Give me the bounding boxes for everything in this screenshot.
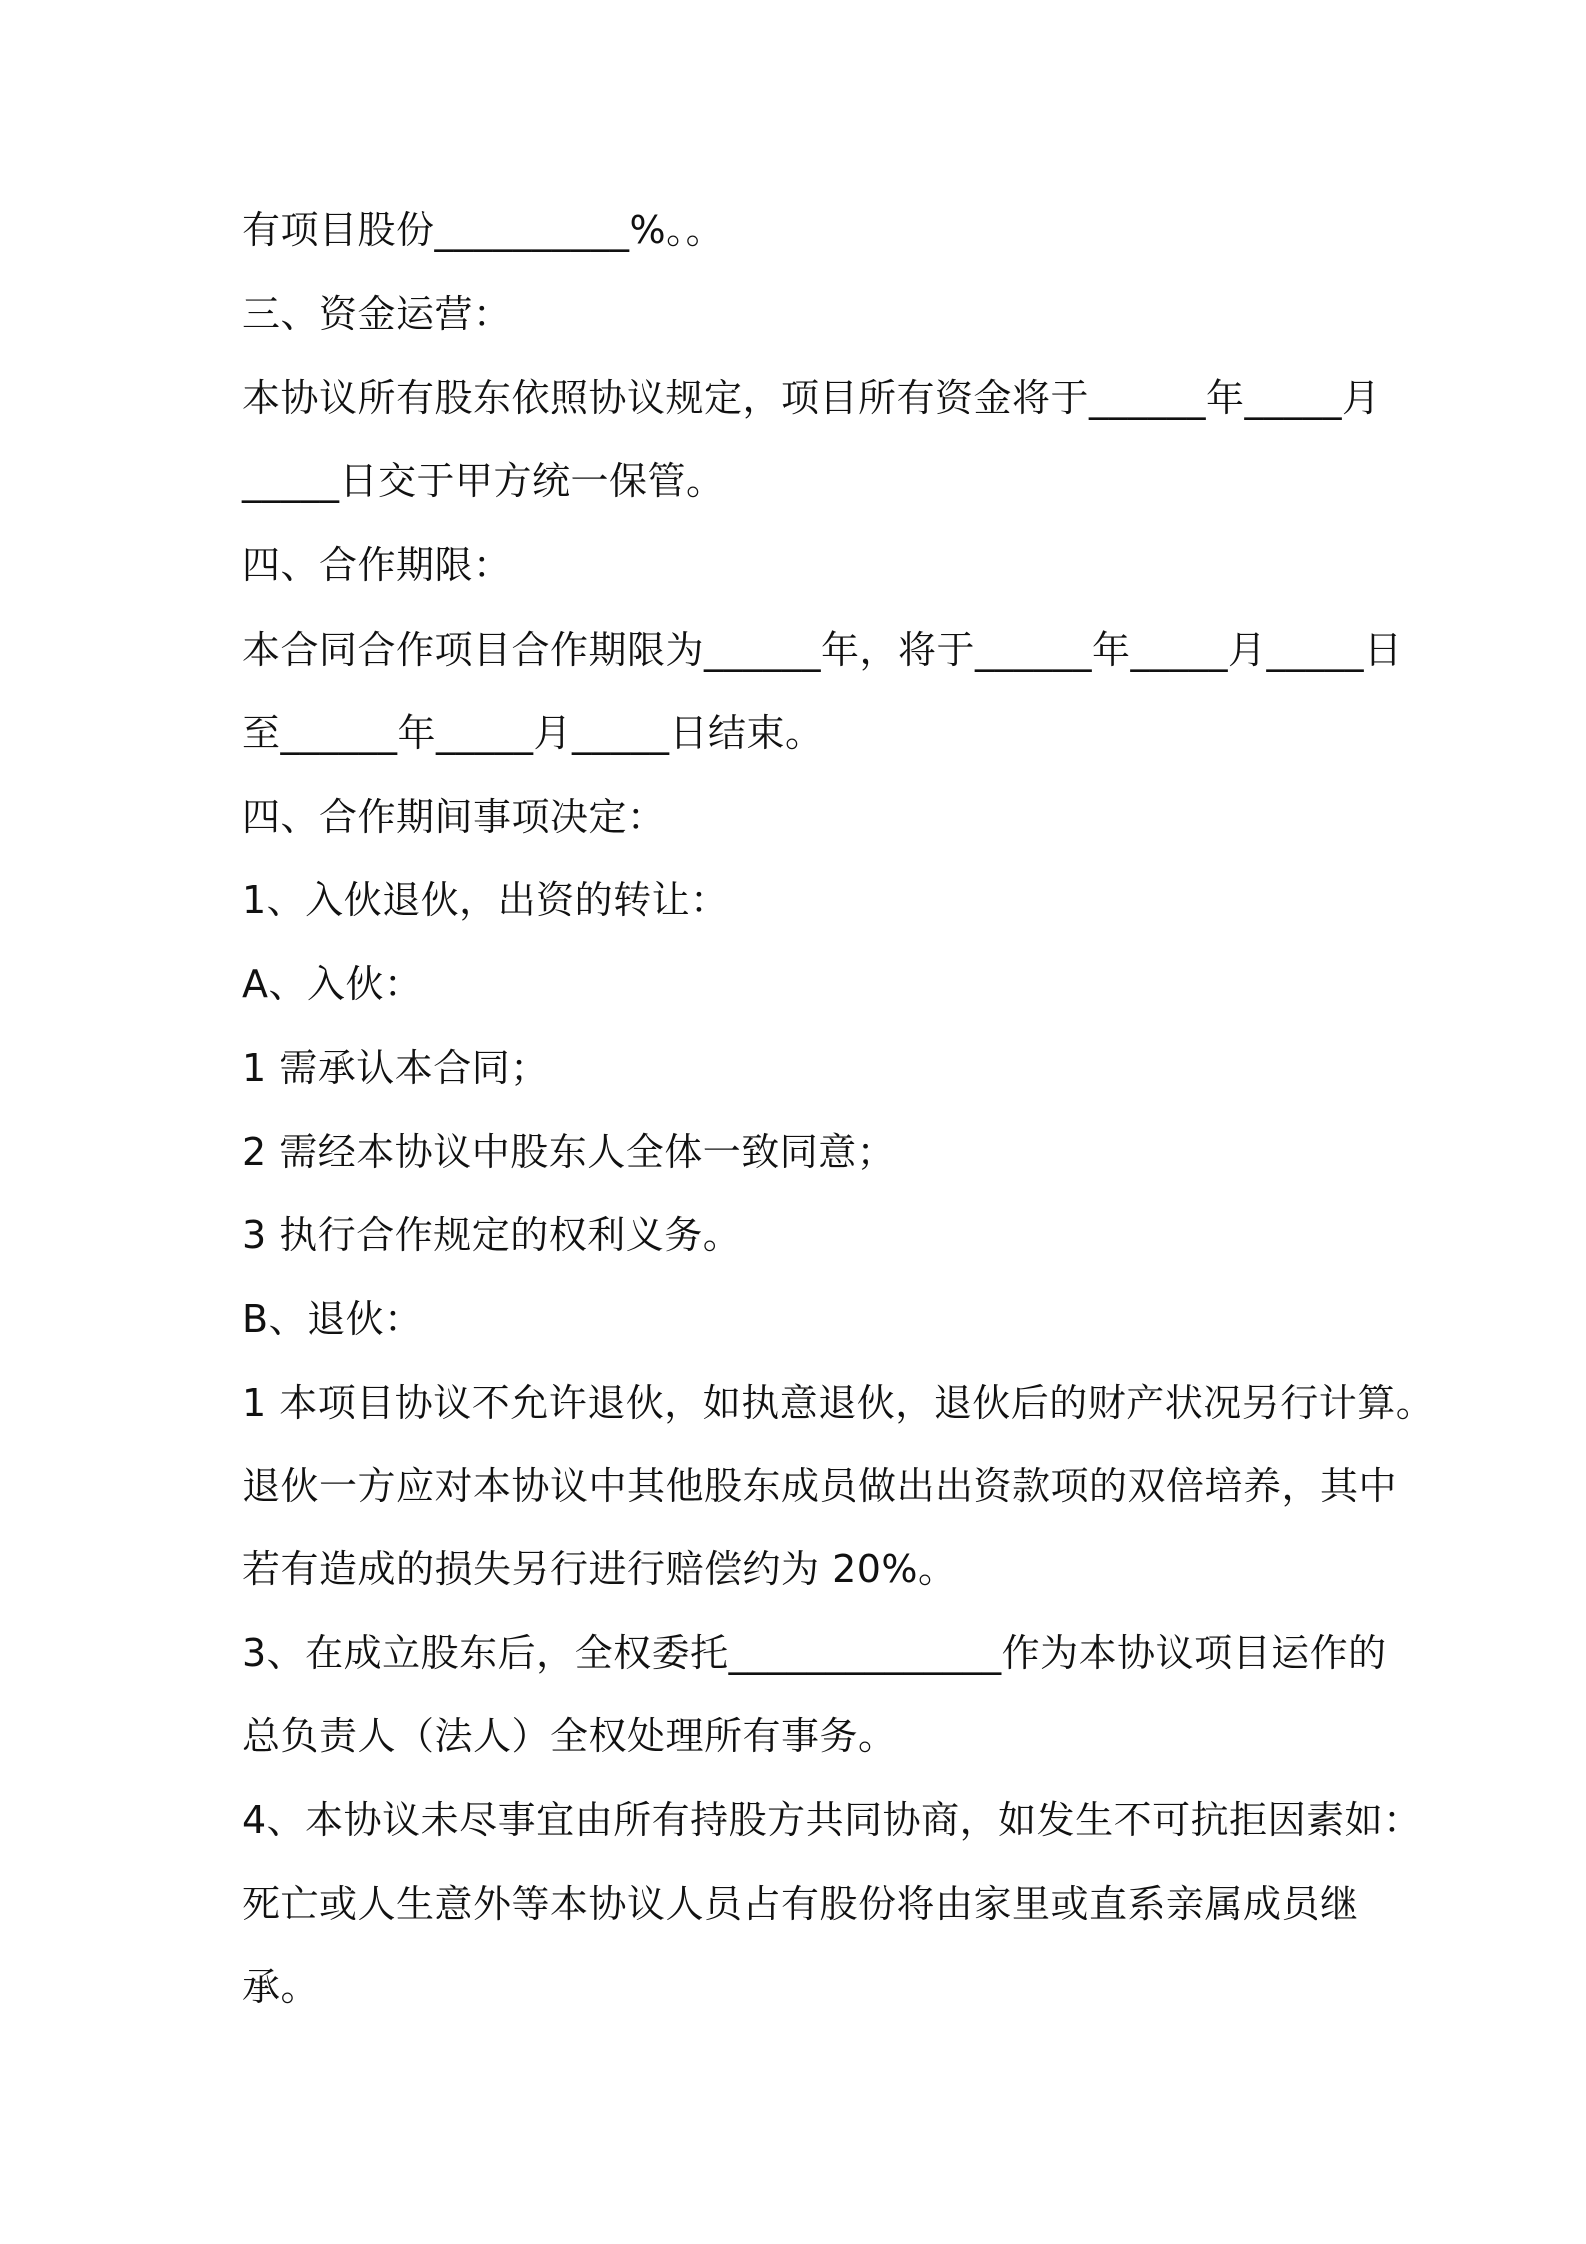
text-line: 本协议所有股东依照协议规定，项目所有资金将于______年_____月 xyxy=(242,376,1381,420)
text-line: 3、在成立股东后，全权委托______________作为本协议项目运作的 xyxy=(242,1631,1387,1675)
text-line: 死亡或人生意外等本协议人员占有股份将由家里或直系亲属成员继 xyxy=(242,1882,1359,1926)
text-line: A、入伙： xyxy=(242,962,423,1006)
text-line: B、退伙： xyxy=(242,1297,423,1341)
text-line: 承。 xyxy=(242,1965,320,2009)
section-heading: 四、合作期限： xyxy=(242,543,512,587)
text-line: 总负责人（法人）全权处理所有事务。 xyxy=(242,1714,897,1758)
section-heading: 三、资金运营： xyxy=(242,292,512,336)
text-line: 1、入伙退伙，出资的转让： xyxy=(242,878,729,922)
text-line: 1 本项目协议不允许退伙，如执意退伙，退伙后的财产状况另行计算。 xyxy=(242,1381,1435,1425)
text-line: _____日交于甲方统一保管。 xyxy=(242,459,725,503)
text-line: 有项目股份__________%。。 xyxy=(242,208,725,252)
text-line: 3 执行合作规定的权利义务。 xyxy=(242,1213,742,1257)
section-heading: 四、合作期间事项决定： xyxy=(242,795,666,839)
text-line: 4、本协议未尽事宜由所有持股方共同协商，如发生不可抗拒因素如： xyxy=(242,1798,1422,1842)
text-line: 本合同合作项目合作期限为______年，将于______年_____月_____日 xyxy=(242,628,1403,672)
text-line: 若有造成的损失另行进行赔偿约为 20%。 xyxy=(242,1547,957,1591)
text-line: 2 需经本协议中股东人全体一致同意； xyxy=(242,1130,896,1174)
text-line: 退伙一方应对本协议中其他股东成员做出出资款项的双倍培养，其中 xyxy=(242,1464,1398,1508)
text-line: 至______年_____月_____日结束。 xyxy=(242,711,824,755)
text-line: 1 需承认本合同； xyxy=(242,1046,549,1090)
